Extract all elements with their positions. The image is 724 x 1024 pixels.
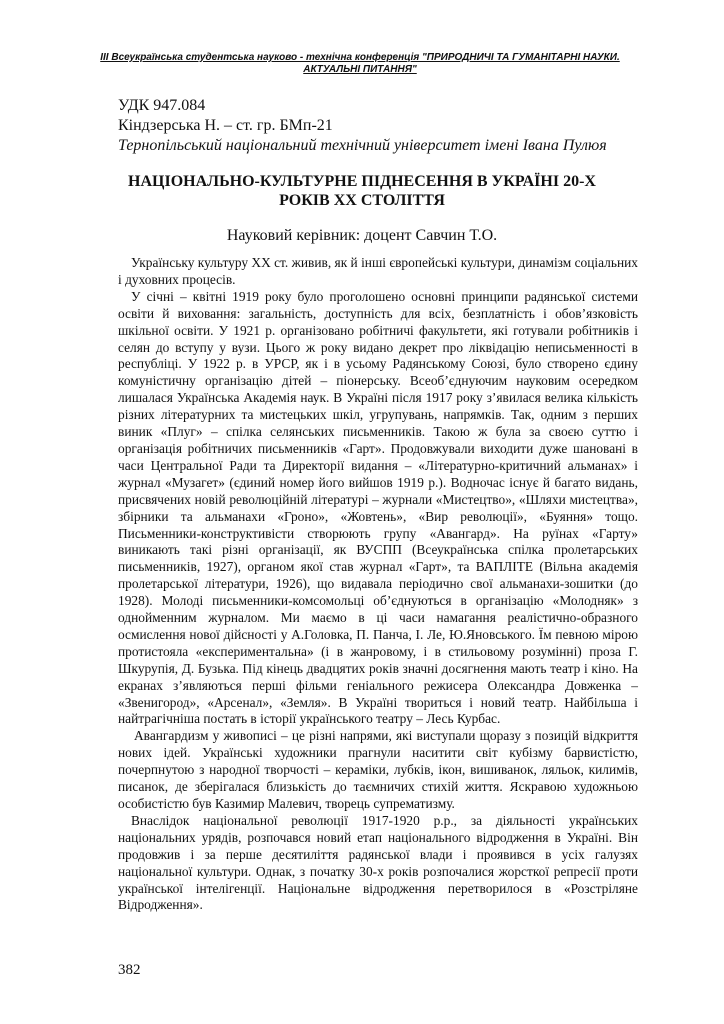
article-meta [118, 96, 638, 156]
conference-header [96, 52, 624, 76]
scientific-advisor: Науковий керівник: доцент Савчин Т.О. [226, 227, 498, 244]
article-title [110, 172, 614, 210]
title-line2: РОКІВ ХХ СТОЛІТТЯ [279, 192, 445, 209]
conference-header-line1: III Всеукраїнська студентська науково - технічна конференція "ПРИРОДНИЧІ ТА ГУМАНІТАРНІ НАУКИ. [100, 52, 620, 63]
conference-header-line2: АКТУАЛЬНІ ПИТАННЯ" [303, 64, 417, 75]
title-line1: НАЦІОНАЛЬНО-КУЛЬТУРНЕ ПІДНЕСЕННЯ В УКРАЇНІ 20-Х [128, 173, 596, 190]
article-body [118, 255, 638, 914]
paragraph-3: Авангардизм у живописі – це різні напрями, які виступали щоразу з позицій відкриття нових ідей. Українські художники прагнули наситити світ кубізму барвистістю, почерпнутою з народної творчості – кераміки, лубків, ікон, вишиванок, ляльок, килимів, писанок, де зберігалася близькість до таємничих стихій життя. Яскравою художньою особистістю був Казимир Малевич, творець супрематизму. [118, 728, 638, 811]
page-number: 382 [118, 962, 141, 978]
affiliation: Тернопільський національний технічний університет імені Івана Пулюя [118, 137, 607, 154]
author-line: Кіндзерська Н. – ст. гр. БМп-21 [118, 117, 333, 134]
udc-code: УДК 947.084 [118, 97, 206, 114]
paragraph-4: Внаслідок національної революції 1917-1920 р.р., за діяльності українських національних урядів, розпочався новий етап національного відродження в Україні. Він продовжив і за перше десятиліття радянської влади і проявився в усіх галузях національної культури. Однак, з початку 30-х років розпочалися жорсткої репресії проти української інтелігенції. Національне відродження перетворилося в «Розстріляне Відродження». [118, 812, 638, 913]
paragraph-1: Українську культуру XX ст. живив, як й інші європейські культури, динамізм соціальних і духовних процесів. [118, 255, 638, 287]
paragraph-2: У січні – квітні 1919 року було проголошено основні принципи радянської системи освіти й виховання: загальність, доступність для всіх, безплатність і обов’язковість шкільної освіти. У 1921 р. організовано робітничі факультети, які готували робітників і селян до вступу у вузи. Цього ж року видано декрет про ліквідацію неписьменності в республіці. У 1922 р. в УРСР, як і в усьому Радянському Союзі, було створено єдину комуністичну організацію дітей – піонерську. Всеоб’єднуючим науковим осередком лишалася Українська Академія наук. В Україні після 1917 року з’явилася велика кількість різних літературних та мистецьких шкіл, угрупувань, напрямків. Так, одним з перших виник «Плуг» – спілка селянських письменників. Такою ж була за своєю суттю і організація робітничих письменників «Гарт». Продовжували виходити дуже шановані в часи Центральної Ради та Директорії видання – «Літературно-критичний альманах» і журнал «Музагет» (єдиний номер його вийшов 1919 р.). Водночас існує й багато видань, присвячених новій революційній літературі – журнали «Мистецтво», «Шляхи мистецтва», збірники та альманахи «Гроно», «Жовтень», «Вир революції», «Буяння» тощо. Письменники-конструктивісти створюють групу «Авангард». На руїнах «Гарту» виникають такі різні організації, як ВУСПП (Всеукраїнська спілка пролетарських письменників, 1927), органом якої став журнал «Гарт», та ВАПЛІТЕ (Вільна академія пролетарської літератури, 1926), що видавала періодично свої альманахи-зошитки (до 1928). Молоді письменники-комсомольці об’єднуються в організацію «Молодняк» з однойменним журналом. Ми маємо в ці часи намагання реалістично-образного осмислення нової дійсності у А.Головка, П. Панча, І. Ле, Ю.Яновського. Їм певною мірою протистояла «експериментальна» (і в жанровому, і в стильовому розумінні) проза Г. Шкурупія, Д. Бузька. Під кінець двадцятих років значні досягнення мають театр і кіно. На екранах з’являються перші фільми геніального режисера Олександра Довженка – «Звенигород», «Арсенал», «Земля». В Україні твориться і новий театр. Найбільша і найтрагічніша постать в історії українського театру – Лесь Курбас. [118, 288, 638, 727]
